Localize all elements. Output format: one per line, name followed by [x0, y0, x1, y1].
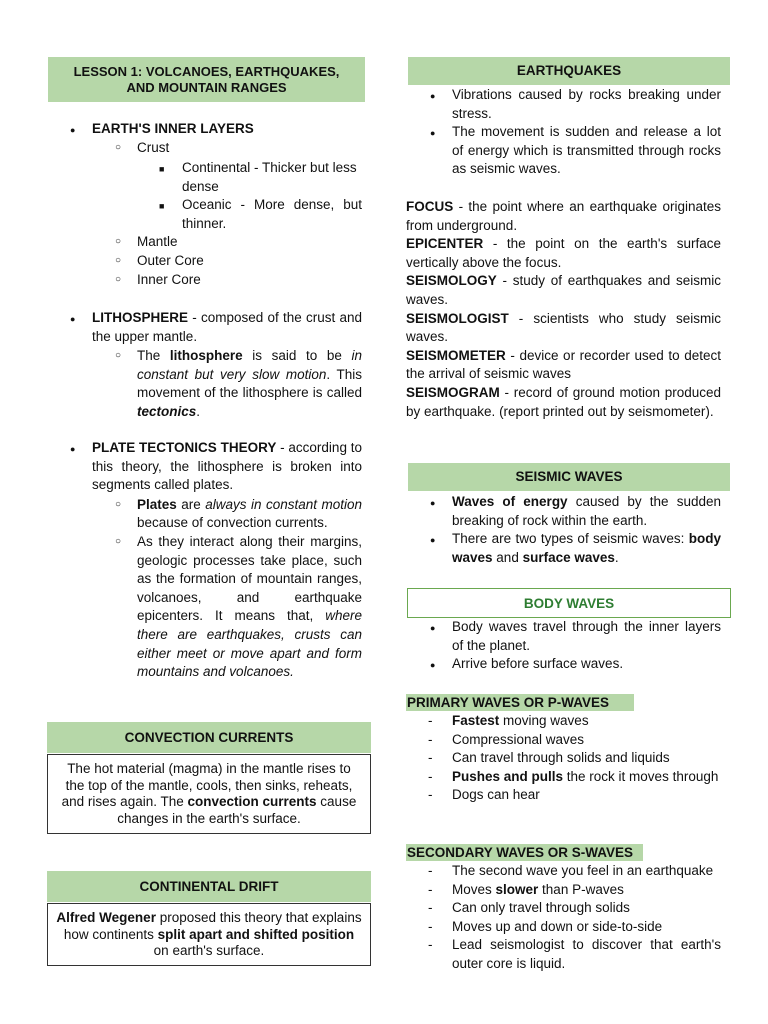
lithosphere-def: - composed of the crust and the upper mantle. [92, 310, 362, 344]
inner-layers-heading: EARTH'S INNER LAYERS [92, 121, 254, 136]
oceanic-text: Oceanic - More dense, but thinner. [182, 197, 362, 231]
secondary-waves-title [406, 844, 643, 861]
text: moving waves [499, 713, 589, 728]
term: body waves [452, 531, 721, 565]
term: convection currents [187, 794, 317, 809]
lithosphere-term: LITHOSPHERE [92, 310, 189, 325]
list-item [137, 139, 169, 158]
text: proposed this theory that explains how continents [63, 910, 362, 942]
seismic-waves-title [408, 463, 730, 491]
seismic-terms [406, 198, 721, 421]
text: . [614, 549, 619, 565]
text: Compressional waves [452, 731, 585, 747]
text: - scientists who study seismic waves. [406, 310, 721, 345]
list-item [137, 252, 204, 271]
list-item [452, 918, 721, 937]
text: is said to be [242, 348, 352, 364]
text: - study of earthquakes and seismic waves. [406, 273, 721, 307]
emphasis: in constant but very slow motion [137, 348, 362, 382]
primary-waves-list [452, 712, 721, 805]
text: Can only travel through solids [452, 900, 630, 916]
list-item [452, 899, 721, 918]
earthquakes-title [408, 57, 730, 85]
seismology-def [406, 272, 721, 309]
list-item [92, 439, 362, 495]
text: Moves [452, 881, 496, 897]
body-waves-list [452, 618, 721, 674]
tectonics-term: tectonics [137, 403, 197, 419]
term: SEISMOMETER [406, 347, 506, 363]
epicenter-def [406, 235, 721, 272]
lesson-title [48, 57, 365, 102]
list-item [137, 233, 178, 252]
list-item [182, 196, 362, 233]
text: and [492, 549, 523, 565]
secondary-waves-title-text: SECONDARY WAVES OR S-WAVES [407, 845, 634, 860]
body-waves-title-text: BODY WAVES [523, 596, 615, 611]
list-item [182, 159, 362, 196]
primary-waves-title [406, 694, 634, 711]
focus-def [406, 198, 721, 235]
list-item [452, 881, 721, 900]
list-item [452, 768, 721, 787]
term: Pushes and pulls [452, 768, 564, 784]
list-item [452, 749, 721, 768]
list-item [137, 347, 362, 421]
text: There are two types of seismic waves: [452, 531, 689, 547]
plate-def: - according to this theory, the lithosphere is broken into segments called plates. [92, 440, 362, 493]
text: - the point where an earthquake originates from underground. [406, 199, 721, 233]
term: SEISMOGRAM [406, 384, 500, 400]
seismic-waves-title-text: SEISMIC WAVES [515, 469, 623, 484]
text: cause changes in the earth's surface. [117, 794, 357, 826]
text: because of convection currents. [137, 515, 328, 531]
term: SEISMOLOGY [406, 273, 497, 289]
term: split apart and shifted position [157, 926, 355, 942]
seismogram-def [406, 384, 721, 421]
text: than P-waves [538, 881, 624, 897]
term: SEISMOLOGIST [406, 310, 509, 326]
text: Moves up and down or side-to-side [452, 918, 663, 934]
text: The [137, 348, 170, 364]
text: Vibrations caused by rocks breaking under stress. [452, 87, 721, 121]
text: The movement is sudden and release a lot of energy which is transmitted through rocks as seismic waves. [452, 124, 721, 177]
text: The hot material (magma) in the mantle rises to the top of the mantle, cools, then sinks, reheats, and rises again. The [61, 761, 353, 809]
list-item [137, 496, 362, 533]
text: caused by the sudden breaking of rock within the earth. [452, 494, 721, 528]
drift-box [47, 903, 371, 966]
list-item [452, 862, 721, 881]
convection-title [47, 722, 371, 753]
lesson-title-text: LESSON 1: VOLCANOES, EARTHQUAKES, AND MOUNTAIN RANGES [73, 64, 340, 95]
term: EPICENTER [406, 236, 484, 252]
drift-title-text: CONTINENTAL DRIFT [139, 879, 279, 894]
list-item [452, 123, 721, 179]
list-item [92, 120, 362, 139]
earthquakes-title-text: EARTHQUAKES [516, 63, 622, 78]
list-item [452, 618, 721, 655]
earthquakes-list [452, 86, 721, 179]
text: are [176, 496, 206, 512]
text: on earth's surface. [153, 943, 265, 958]
emphasis: always in constant motion [205, 496, 363, 512]
primary-waves-title-text: PRIMARY WAVES OR P-WAVES [407, 695, 610, 710]
seismologist-def [406, 310, 721, 347]
term: slower [495, 881, 539, 897]
list-item [137, 271, 201, 290]
term: FOCUS [406, 199, 454, 214]
text: As they interact along their margins, geologic processes take place, such as the formation of mountain ranges, volcanoes, and earthquake epicenters. It means that, [137, 533, 362, 624]
convection-box [47, 754, 371, 834]
term: Waves of energy [452, 494, 568, 509]
plate-tectonics-section [92, 439, 362, 682]
text: Dogs can hear [452, 787, 540, 803]
plates-term: Plates [137, 496, 177, 512]
crust-label: Crust [137, 140, 170, 155]
wegener-name: Alfred Wegener [56, 910, 156, 925]
text: Body waves travel through the inner layers of the planet. [452, 619, 721, 653]
text: Can travel through solids and liquids [452, 750, 670, 766]
text: Lead seismologist to discover that earth's outer core is liquid. [452, 937, 721, 971]
list-item [452, 731, 721, 750]
continental-text: Continental - Thicker but less dense [182, 160, 357, 194]
text: - the point on the earth's surface vertically above the focus. [406, 236, 721, 270]
lithosphere-section [92, 309, 362, 422]
seismic-list [452, 493, 721, 567]
list-item [92, 309, 362, 346]
list-item [452, 530, 721, 567]
text: . This movement of the lithosphere is called [137, 366, 362, 401]
list-item [137, 533, 362, 682]
body-waves-title [407, 588, 731, 618]
list-item [452, 786, 721, 805]
term: lithosphere [169, 348, 243, 364]
text: Arrive before surface waves. [452, 656, 624, 672]
drift-title [47, 871, 371, 902]
convection-title-text: CONVECTION CURRENTS [124, 730, 294, 745]
text: . [196, 403, 201, 419]
term: Fastest [452, 713, 500, 728]
text: - device or recorder used to detect the arrival of seismic waves [406, 347, 721, 382]
secondary-waves-list [452, 862, 721, 974]
seismometer-def [406, 347, 721, 384]
emphasis: where there are earthquakes, crusts can either meet or move apart and form mountains and volcanoes. [137, 608, 362, 680]
text: - record of ground motion produced by earthquake. (report printed out by seismometer). [406, 384, 721, 419]
inner-core-label: Inner Core [137, 272, 201, 287]
list-item [452, 936, 721, 973]
outer-core-label: Outer Core [137, 253, 204, 268]
mantle-label: Mantle [137, 234, 178, 249]
term: surface waves [522, 549, 615, 565]
list-item [452, 655, 721, 674]
text: The second wave you feel in an earthquake [452, 863, 714, 878]
list-item [452, 712, 721, 731]
text: the rock it moves through [563, 768, 719, 784]
list-item [452, 493, 721, 530]
list-item [452, 86, 721, 123]
plate-term: PLATE TECTONICS THEORY [92, 440, 277, 455]
